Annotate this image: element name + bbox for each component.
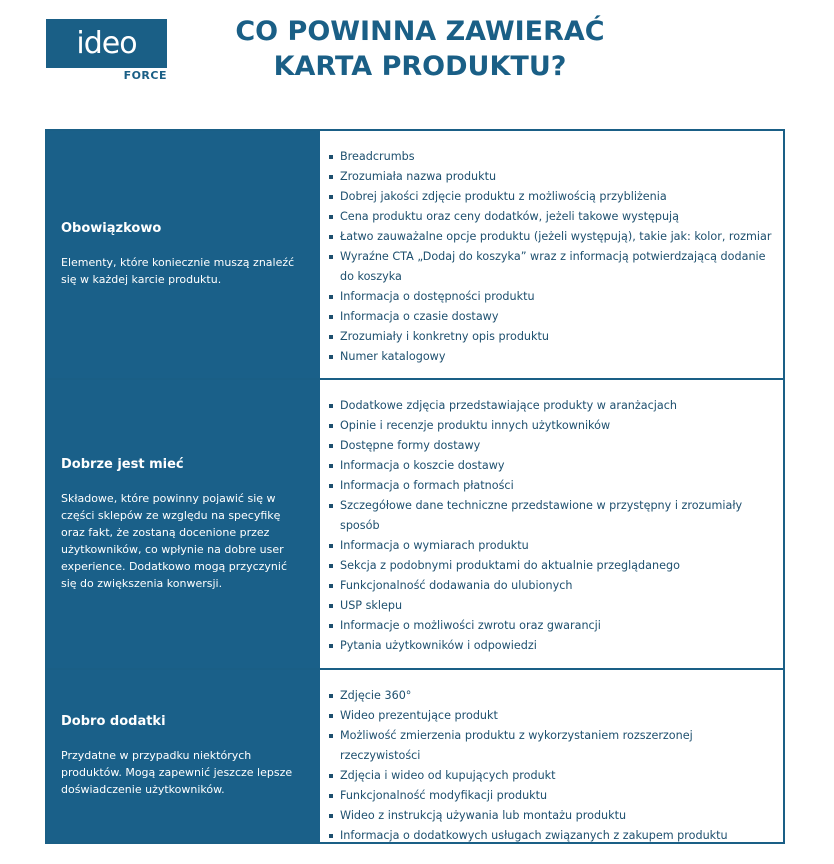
section-row-nice-to-have (47, 380, 783, 670)
list-item: Funkcjonalność modyfikacji produktu (328, 786, 773, 806)
list-item: Pytania użytkowników i odpowiedzi (328, 636, 773, 656)
list-item: Zdjęcie 360° (328, 686, 773, 706)
section-items-cell (320, 131, 783, 378)
list-item: Informacje o możliwości zwrotu oraz gwarancji (328, 616, 773, 636)
section-items-cell (320, 380, 783, 668)
section-header-cell (47, 380, 320, 668)
title-line-1: CO POWINNA ZAWIERAĆ (235, 16, 605, 47)
section-description: Przydatne w przypadku niektórych produktów. Mogą zapewnić jeszcze lepsze doświadczenie użytkowników. (61, 749, 293, 796)
logo-box (46, 19, 167, 68)
section-row-mandatory (47, 131, 783, 380)
list-item: Informacja o dostępności produktu (328, 287, 773, 307)
list-item: Zrozumiała nazwa produktu (328, 167, 773, 187)
list-item: Informacja o koszcie dostawy (328, 456, 773, 476)
section-header-cell (47, 131, 320, 378)
list-item: Cena produktu oraz ceny dodatków, jeżeli takowe występują (328, 207, 773, 227)
list-item: Funkcjonalność dodawania do ulubionych (328, 576, 773, 596)
list-item: Szczegółowe dane techniczne przedstawione w przystępny i zrozumiały sposób (328, 496, 773, 536)
list-item: Numer katalogowy (328, 347, 773, 367)
section-description: Elementy, które koniecznie muszą znaleźć się w każdej karcie produktu. (61, 256, 295, 286)
list-item: Wyraźne CTA „Dodaj do koszyka” wraz z informacją potwierdzającą dodanie do koszyka (328, 247, 773, 287)
section-header-cell (47, 670, 320, 842)
list-item: Zrozumiały i konkretny opis produktu (328, 327, 773, 347)
section-heading: Dobrze jest mieć (61, 456, 184, 472)
list-item: Informacja o czasie dostawy (328, 307, 773, 327)
section-item-list (328, 686, 773, 846)
list-item: Dostępne formy dostawy (328, 436, 773, 456)
section-heading: Obowiązkowo (61, 221, 162, 236)
list-item: Dobrej jakości zdjęcie produktu z możliwością przybliżenia (328, 187, 773, 207)
list-item: USP sklepu (328, 596, 773, 616)
list-item: Zdjęcia i wideo od kupujących produkt (328, 766, 773, 786)
section-heading: Dobro dodatki (61, 714, 166, 729)
section-item-list (328, 396, 773, 656)
ideo-force-logo (46, 19, 167, 82)
page-title (210, 14, 630, 84)
logo-main-text: ideo (76, 26, 137, 61)
list-item: Dodatkowe zdjęcia przedstawiające produkty w aranżacjach (328, 396, 773, 416)
list-item: Wideo z instrukcją używania lub montażu produktu (328, 806, 773, 826)
list-item: Informacja o wymiarach produktu (328, 536, 773, 556)
section-item-list (328, 147, 773, 367)
title-line-2: KARTA PRODUKTU? (273, 51, 567, 82)
list-item: Łatwo zauważalne opcje produktu (jeżeli występują), takie jak: kolor, rozmiar (328, 227, 773, 247)
logo-sub-text: FORCE (123, 69, 167, 82)
list-item: Sekcja z podobnymi produktami do aktualnie przeglądanego (328, 556, 773, 576)
list-item: Wideo prezentujące produkt (328, 706, 773, 726)
section-items-cell (320, 670, 783, 842)
product-card-table (45, 129, 785, 844)
list-item: Możliwość zmierzenia produktu z wykorzystaniem rozszerzonej rzeczywistości (328, 726, 773, 766)
list-item: Opinie i recenzje produktu innych użytkowników (328, 416, 773, 436)
list-item: Breadcrumbs (328, 147, 773, 167)
list-item: Informacja o formach płatności (328, 476, 773, 496)
section-description: Składowe, które powinny pojawić się w części sklepów ze względu na specyfikę oraz fakt, że zostaną docenione przez użytkowników, co wpłynie na dobre user experience. Dodatkowo mogą przyczynić się do zwiększenia konwersji. (61, 491, 287, 590)
section-row-good-extras (47, 670, 783, 842)
list-item: Informacja o dodatkowych usługach związanych z zakupem produktu (328, 826, 773, 846)
